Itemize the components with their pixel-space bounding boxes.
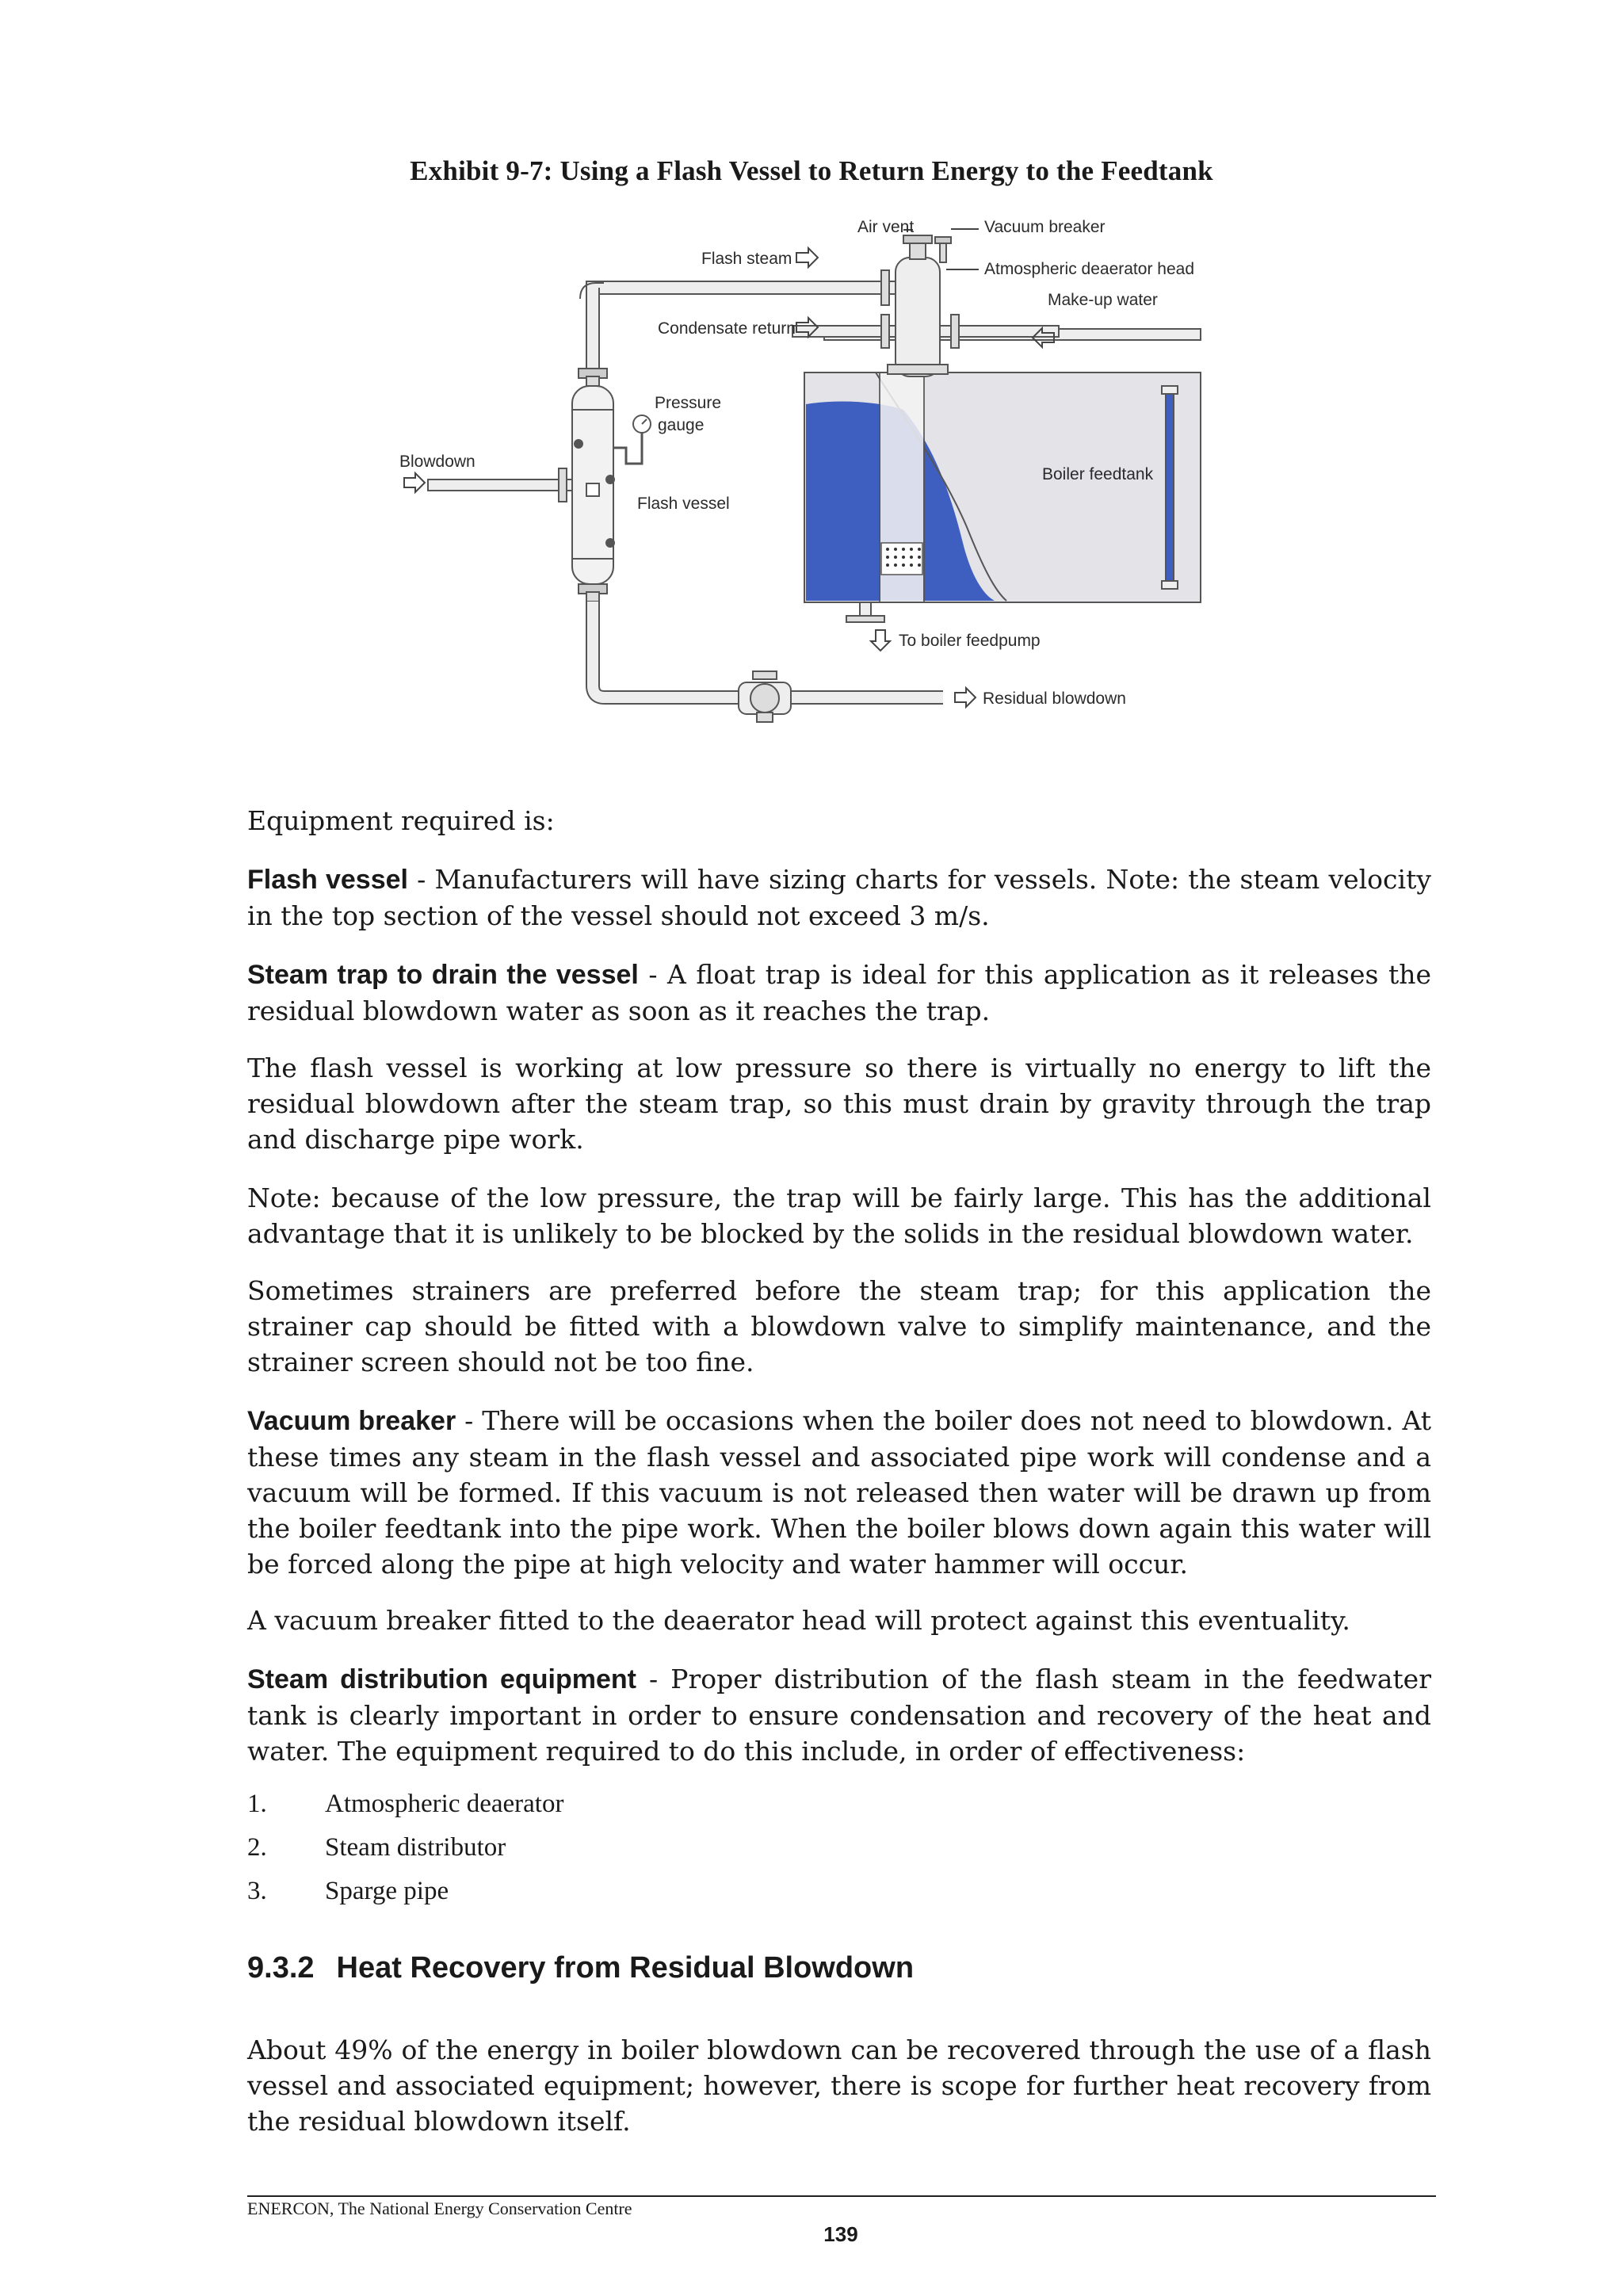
flash-vessel [572, 369, 651, 602]
label-to-boiler-feedpump: To boiler feedpump [899, 632, 1041, 650]
label-residual-blowdown: Residual blowdown [983, 690, 1126, 708]
label-make-up-water: Make-up water [1048, 291, 1158, 309]
page-number: 139 [823, 2222, 858, 2246]
steam-trap [739, 671, 791, 722]
deaerator-head [586, 235, 1059, 376]
exhibit-title: Exhibit 9-7: Using a Flash Vessel to Return Energy to the Feedtank [410, 155, 1213, 186]
steam-distribution-text: - Proper distribution of the flash steam in the feedwater tank is clearly important in order to ensure condensation and recovery of the heat and water. The equipment required to do this include, in order of effectiveness: [247, 1664, 1431, 1767]
intro-paragraph: Equipment required is: [247, 805, 555, 836]
diagram-svg [396, 210, 1284, 733]
list-item: 3. Sparge pipe [247, 1877, 449, 1905]
flash-steam-arrow [796, 248, 818, 267]
steam-distribution-paragraph [247, 1661, 1431, 1769]
flash-vessel-paragraph [247, 861, 1431, 934]
list-item: 1. Atmospheric deaerator [247, 1790, 564, 1818]
section-title: Heat Recovery from Residual Blowdown [336, 1951, 915, 1985]
label-deaerator-head: Atmospheric deaerator head [984, 260, 1194, 278]
label-pressure: Pressure [655, 394, 722, 412]
flash-vessel-diagram [396, 210, 1284, 733]
label-flash-vessel: Flash vessel [637, 495, 730, 513]
label-boiler-feedtank: Boiler feedtank [1042, 465, 1154, 483]
flash-vessel-term: Flash vessel [247, 865, 408, 895]
steam-trap-text: - A float trap is ideal for this application as it releases the residual blowdown water as soon as it reaches the trap. [247, 959, 1431, 1026]
steam-trap-term: Steam trap to drain the vessel [247, 960, 639, 990]
label-blowdown: Blowdown [399, 453, 475, 471]
vacuum-breaker-paragraph [247, 1403, 1431, 1582]
strainers-paragraph: Sometimes strainers are preferred before the steam trap; for this application the strainer cap should be fitted with a blowdown valve to simplify maintenance, and the strainer screen should not be too fine. [247, 1275, 1431, 1377]
label-flash-steam: Flash steam [701, 250, 792, 268]
label-condensate-return: Condensate return [658, 319, 796, 338]
note-paragraph: Note: because of the low pressure, the trap will be fairly large. This has the additional advantage that it is unlikely to be blocked by the solids in the residual blowdown water. [247, 1182, 1431, 1249]
footer-organization: ENERCON, The National Energy Conservation Centre [247, 2199, 632, 2218]
vacuum-breaker-term: Vacuum breaker [247, 1406, 456, 1436]
label-vacuum-breaker: Vacuum breaker [984, 218, 1106, 236]
label-gauge: gauge [658, 416, 705, 434]
vacuum-breaker-text: - There will be occasions when the boiler does not need to blowdown. At these times any steam in the flash vessel and associated pipe work will condense and a vacuum will be formed. If this vacuum is not released then water will be drawn up from the boiler feedtank into the pipe work. When the boiler blows down again this water will be forced along the pipe at high velocity and water hammer will occur. [247, 1405, 1431, 1580]
steam-trap-paragraph [247, 957, 1431, 1029]
blowdown-arrow [404, 473, 425, 492]
feedpump-arrow [871, 630, 890, 651]
list-item: 2. Steam distributor [247, 1833, 506, 1862]
steam-distribution-term: Steam distribution equipment [247, 1664, 636, 1694]
low-pressure-paragraph: The flash vessel is working at low pressure so there is virtually no energy to lift the residual blowdown after the steam trap, so this must drain by gravity through the trap and discharge pipe work. [247, 1052, 1431, 1155]
label-air-vent: Air vent [857, 218, 915, 236]
vacuum-head-paragraph: A vacuum breaker fitted to the deaerator head will protect against this eventuality. [247, 1605, 1350, 1636]
effectiveness-list [247, 1790, 960, 1920]
flash-vessel-text: - Manufacturers will have sizing charts for vessels. Note: the steam velocity in the top section of the vessel should not exceed 3 m/s. [247, 864, 1431, 931]
residual-arrow [955, 688, 976, 707]
section-paragraph: About 49% of the energy in boiler blowdown can be recovered through the use of a flash vessel and associated equipment; however, there is scope for further heat recovery from the residual blowdown itself. [247, 2034, 1431, 2137]
footer-rule [247, 2195, 1436, 2197]
boiler-feedtank [804, 372, 1201, 622]
section-number: 9.3.2 [247, 1951, 315, 1985]
section-heading [247, 1951, 914, 1985]
